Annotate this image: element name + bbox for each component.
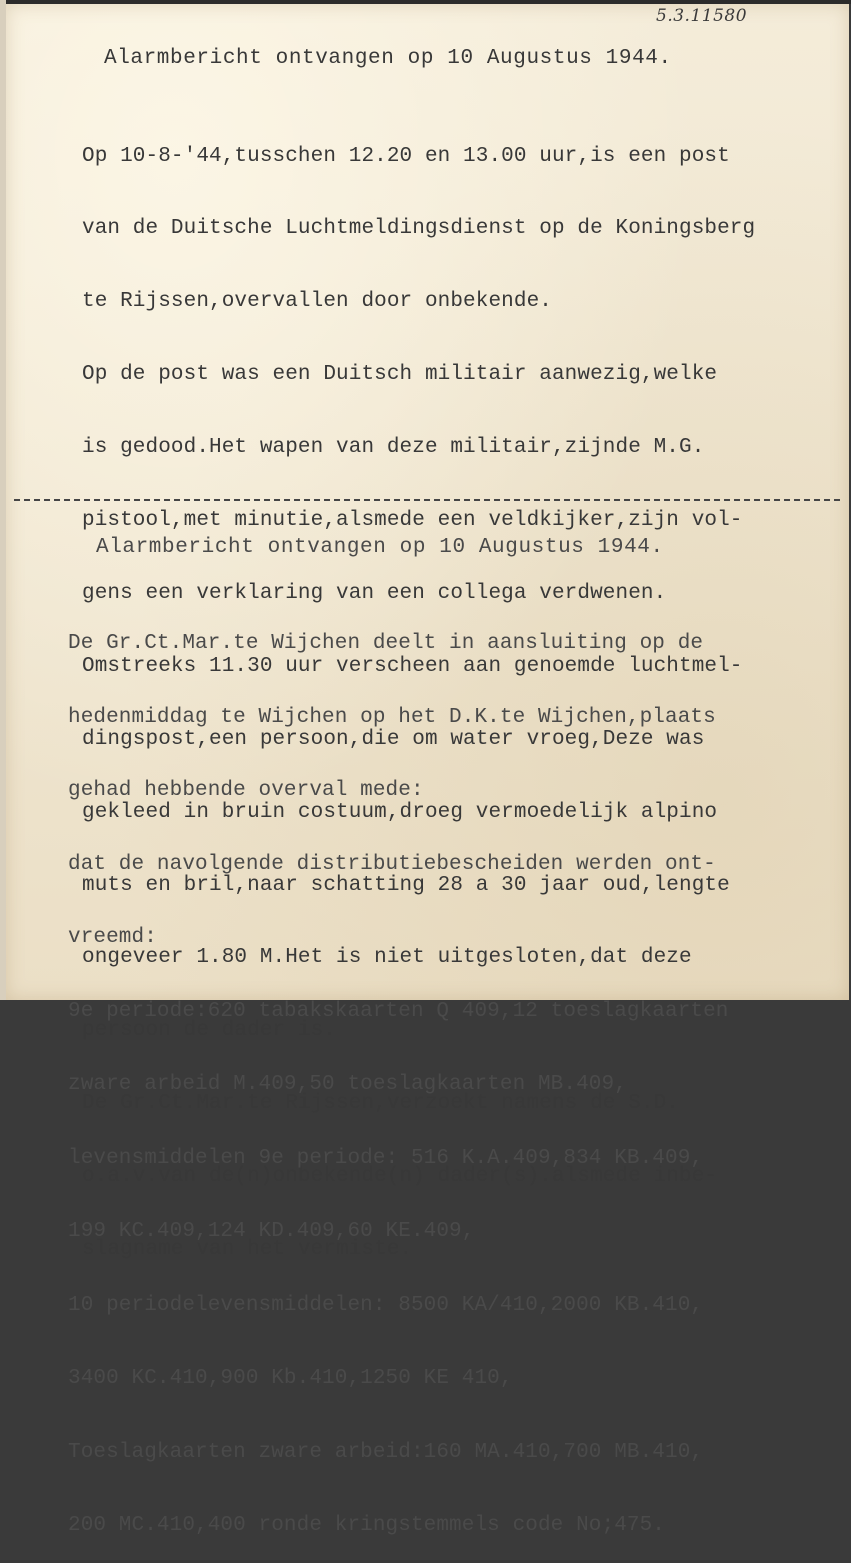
section1-line: gekleed in bruin costuum,droeg vermoedelijk alpino xyxy=(82,800,718,824)
dashed-divider xyxy=(14,499,840,501)
section1-line: o.a.v.van de(n)onbekende(n) dader(s).alsmede inbe- xyxy=(82,1165,718,1189)
section2-line: vreemd: xyxy=(68,926,157,949)
section2-heading: Alarmbericht ontvangen op 10 Augustus 1944. xyxy=(96,536,664,559)
section1-line: is gedood.Het wapen van deze militair,zijnde M.G. xyxy=(82,436,705,460)
section2-line: zware arbeid M.409,50 toeslagkaarten MB.409, xyxy=(68,1073,627,1096)
section1-line: Omstreeks 11.30 uur verscheen aan genoemde luchtmel- xyxy=(82,654,743,678)
section1-line: muts en bril,naar schatting 28 a 30 jaar oud,lengte xyxy=(82,873,730,897)
section1-line: gens een verklaring van een collega verdwenen. xyxy=(82,581,667,605)
section1-line: ongeveer 1.80 M.Het is niet uitgesloten,dat deze xyxy=(82,946,692,970)
section2-line: 9e periode:620 tabakskaarten Q 409,12 toeslagkaarten xyxy=(68,999,729,1023)
section2-line: hedenmiddag te Wijchen op het D.K.te Wijchen,plaats xyxy=(68,705,716,729)
section2-line: Toeslagkaarten zware arbeid:160 MA.410,700 MB.410, xyxy=(68,1440,704,1464)
section2-line: 200 MC.410,400 ronde kringstemmels code No;475. xyxy=(68,1514,665,1537)
section1-line: pistool,met minutie,alsmede een veldkijker,zijn vol- xyxy=(82,509,743,533)
section2-line: 199 KC.409,124 KD.409,60 KE.409, xyxy=(68,1220,475,1243)
section2-line: gehad hebbende overval mede: xyxy=(68,779,424,802)
archive-reference-number: 5.3.11580 xyxy=(656,6,748,26)
section2-line: levensmiddelen 9e periode: 516 K.A.409,834 KB.409, xyxy=(68,1146,704,1170)
section2-body xyxy=(68,583,729,1563)
section2-line: 3400 KC.410,900 Kb.410,1250 KE 410, xyxy=(68,1367,513,1390)
section1-line: van de Duitsche Luchtmeldingsdienst op de Koningsberg xyxy=(82,217,756,241)
section1-line: De Gr.Ct.Mar.te Rijssen,verzoekt namens de S.D. xyxy=(82,1092,679,1116)
section1-line: Op 10-8-'44,tusschen 12.20 en 13.00 uur,is een post xyxy=(82,144,730,168)
section1-line: te Rijssen,overvallen door onbekende. xyxy=(82,290,552,314)
section1-line: persoon de dader is. xyxy=(82,1019,337,1043)
section2-line: De Gr.Ct.Mar.te Wijchen deelt in aansluiting op de xyxy=(68,632,704,655)
section2-line: 10 periodelevensmiddelen: 8500 KA/410,2000 KB.410, xyxy=(68,1293,704,1317)
section1-line: slagname van het vermiste. xyxy=(82,1237,413,1261)
section1-heading: Alarmbericht ontvangen op 10 Augustus 1944. xyxy=(104,47,672,70)
section2-line: dat de navolgende distributiebescheiden werden ont- xyxy=(68,852,716,876)
section1-line: Op de post was een Duitsch militair aanwezig,welke xyxy=(82,363,718,387)
section1-line: dingspost,een persoon,die om water vroeg,Deze was xyxy=(82,727,705,751)
